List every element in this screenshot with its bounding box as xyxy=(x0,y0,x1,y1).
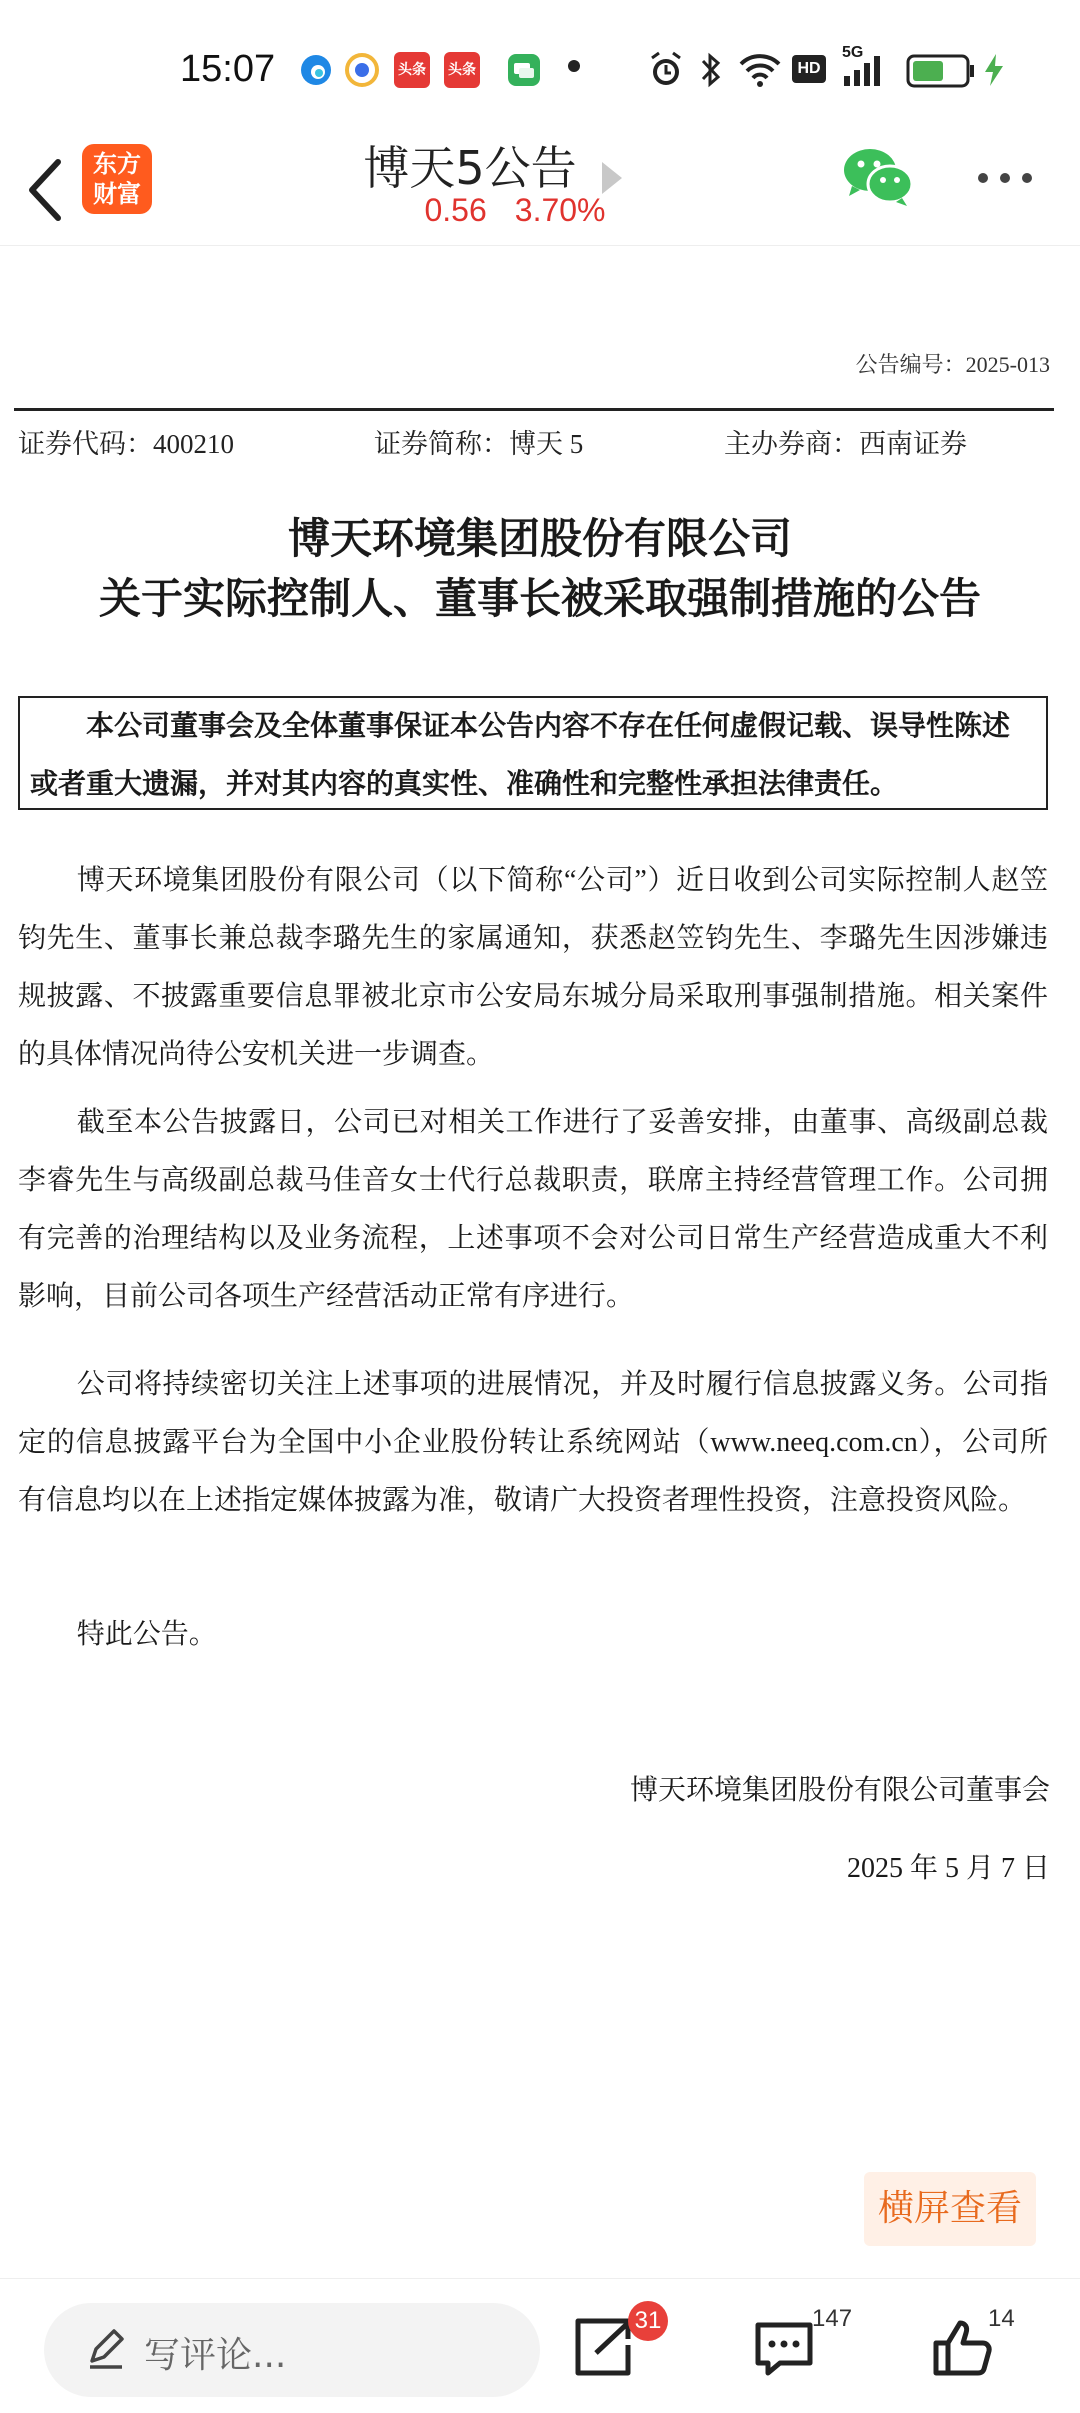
alarm-icon xyxy=(648,50,684,90)
wechat-work-icon xyxy=(506,52,542,88)
security-short-name: 证券简称：博天 5 xyxy=(374,429,584,459)
logo-text-bottom: 财富 xyxy=(93,180,141,208)
like-count: 14 xyxy=(988,2305,1015,2332)
status-bar xyxy=(0,0,1080,140)
pen-icon xyxy=(84,2327,128,2371)
paragraph-closing: 特此公告。 xyxy=(76,1619,217,1650)
app-header xyxy=(0,140,1080,246)
bottom-action-bar xyxy=(0,2278,1080,2413)
stock-change-pct: 3.70% xyxy=(514,192,606,228)
more-options-icon[interactable] xyxy=(975,170,1035,186)
notification-dot-icon xyxy=(568,60,580,72)
comment-placeholder: 写评论... xyxy=(144,2335,287,2376)
title-arrow-icon[interactable] xyxy=(602,162,622,194)
signature-org: 博天环境集团股份有限公司董事会 xyxy=(629,1775,1050,1806)
comment-input[interactable] xyxy=(44,2303,540,2397)
status-time: 15:07 xyxy=(180,48,276,90)
page-title[interactable]: 博天5公告 xyxy=(363,141,577,195)
toutiao-icon: 头条 xyxy=(444,52,480,88)
paragraph-3: 公司将持续密切关注上述事项的进展情况，并及时履行信息披露义务。公司指定的信息披露平台为全国中小企业股份转让系统网站（www.neeq.com.cn），公司所有信息均以在上述指定媒体披露为准，敬请广大投资者理性投资，注意投资风险。 xyxy=(18,1369,1048,1516)
security-code: 证券代码：400210 xyxy=(18,429,234,459)
baidu-icon xyxy=(344,52,380,88)
sponsor-broker: 主办券商：西南证券 xyxy=(724,429,967,459)
wifi-icon xyxy=(738,50,782,90)
title-line-1: 博天环境集团股份有限公司 xyxy=(287,517,792,563)
edge-browser-icon xyxy=(298,52,334,88)
signature-date: 2025 年 5 月 7 日 xyxy=(846,1853,1050,1884)
share-count-badge: 31 xyxy=(628,2301,668,2341)
header-rule xyxy=(14,408,1054,411)
announcement-number: 公告编号：2025-013 xyxy=(855,352,1050,377)
comment-icon[interactable] xyxy=(752,2319,816,2379)
network-type-label: 5G xyxy=(842,44,864,61)
bluetooth-icon xyxy=(698,50,724,90)
thumbs-up-icon[interactable] xyxy=(930,2315,994,2379)
comment-count: 147 xyxy=(812,2305,853,2332)
signal-icon xyxy=(842,56,884,86)
toutiao-search-icon: 头条 xyxy=(394,52,430,88)
landscape-view-button[interactable]: 横屏查看 xyxy=(864,2172,1036,2246)
logo-text-top: 东方 xyxy=(93,150,141,178)
hd-icon: HD xyxy=(792,55,826,83)
paragraph-2: 截至本公告披露日，公司已对相关工作进行了妥善安排，由董事、高级副总裁李睿先生与高级副总裁马佳音女士代行总裁职责，联席主持经营管理工作。公司拥有完善的治理结构以及业务流程，上述事项不会对公司日常生产经营造成重大不利影响，目前公司各项生产经营活动正常有序进行。 xyxy=(18,1107,1048,1312)
wechat-share-icon[interactable] xyxy=(842,146,914,208)
paragraph-1: 博天环境集团股份有限公司（以下简称“公司”）近日收到公司实际控制人赵笠钧先生、董事长兼总裁李璐先生的家属通知，获悉赵笠钧先生、李璐先生因涉嫌违规披露、不披露重要信息罪被北京市公安局东城分局采取刑事强制措施。相关案件的具体情况尚待公安机关进一步调查。 xyxy=(18,865,1048,1070)
security-info-row xyxy=(18,422,1068,462)
battery-icon xyxy=(906,54,976,88)
share-icon[interactable] xyxy=(570,2315,636,2381)
charging-icon xyxy=(982,52,1006,88)
announcement-title xyxy=(0,510,1080,630)
board-guarantee-notice: 本公司董事会及全体董事保证本公告内容不存在任何虚假记载、误导性陈述或者重大遗漏，并对其内容的真实性、准确性和完整性承担法律责任。 xyxy=(18,696,1048,810)
title-line-2: 关于实际控制人、董事长被采取强制措施的公告 xyxy=(98,577,981,623)
stock-price: 0.56 xyxy=(424,192,487,228)
